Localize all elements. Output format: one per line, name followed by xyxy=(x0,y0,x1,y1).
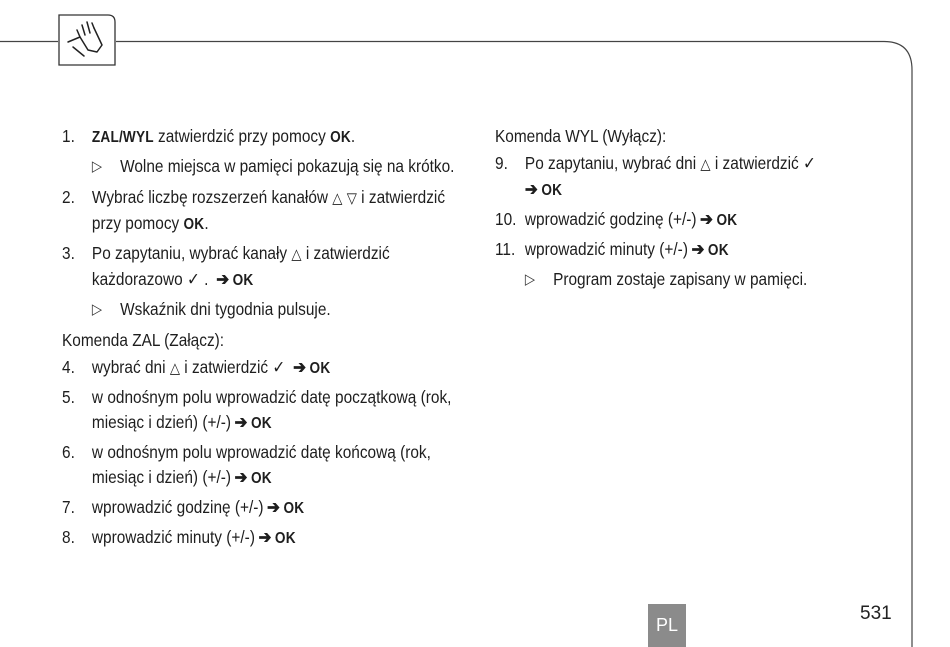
step-number: 3. xyxy=(62,243,75,263)
step-11-result xyxy=(495,267,882,292)
triangle-up-icon: △ xyxy=(291,246,302,263)
ok-key: OK xyxy=(183,216,205,233)
step-text-part: i zatwierdzić xyxy=(179,357,273,377)
step-7 xyxy=(62,495,458,521)
left-column xyxy=(62,124,458,555)
ok-key: OK xyxy=(716,212,738,229)
step-text-part: zatwierdzić przy pomocy xyxy=(153,126,331,146)
page-number: 531 xyxy=(860,603,892,624)
arrow-right-icon: ➔ xyxy=(700,209,713,229)
arrow-right-icon: ➔ xyxy=(216,269,230,289)
step-text xyxy=(92,355,458,381)
step-text xyxy=(92,495,458,521)
zal-wyl-key: ZAL/WYL xyxy=(91,129,154,146)
step-1-result xyxy=(62,154,458,179)
triangle-down-icon: ▽ xyxy=(346,190,357,207)
ok-key: OK xyxy=(250,470,272,487)
step-text-part: Po zapytaniu, wybrać dni xyxy=(524,153,701,173)
step-4 xyxy=(62,355,458,381)
arrow-right-icon: ➔ xyxy=(691,239,705,259)
result-text: Wskaźnik dni tygodnia pulsuje. xyxy=(120,299,331,319)
step-3-result xyxy=(62,297,458,322)
step-number: 8. xyxy=(62,527,75,547)
step-text xyxy=(92,525,458,551)
step-text xyxy=(92,385,458,436)
ok-key: OK xyxy=(250,415,272,432)
language-badge: PL xyxy=(648,604,686,647)
step-text-part: wprowadzić godzinę (+/-) xyxy=(524,209,697,229)
step-text-part: wprowadzić godzinę (+/-) xyxy=(91,497,264,517)
arrow-right-icon: ➔ xyxy=(258,527,272,547)
step-number: 4. xyxy=(62,357,75,377)
triangle-up-icon: △ xyxy=(700,156,711,173)
step-text-part: i zatwierdzić każdorazowo xyxy=(91,243,390,289)
step-text-part: Po zapytaniu, wybrać kanały xyxy=(91,243,292,263)
arrow-right-icon: ➔ xyxy=(524,179,538,199)
ok-key: OK xyxy=(707,242,729,259)
right-column xyxy=(495,124,882,298)
check-icon: ✓ xyxy=(272,357,286,377)
step-6 xyxy=(62,440,458,491)
step-text xyxy=(92,440,458,491)
result-text: Program zostaje zapisany w pamięci. xyxy=(553,269,808,289)
step-11 xyxy=(495,237,882,263)
check-icon: ✓ xyxy=(803,153,816,173)
step-text xyxy=(92,124,458,150)
step-text-part: w odnośnym polu wprowadzić datę początkową (rok, miesiąc i dzień) (+/-) xyxy=(91,387,452,432)
step-text-part: wprowadzić minuty (+/-) xyxy=(524,239,688,259)
step-text-tail: . xyxy=(350,126,356,146)
step-text-part: w odnośnym polu wprowadzić datę końcową (rok, miesiąc i dzień) (+/-) xyxy=(91,442,431,487)
step-1 xyxy=(62,124,458,150)
step-number: 7. xyxy=(62,497,75,517)
section-heading-off: Komenda WYL (Wyłącz): xyxy=(495,126,667,146)
ok-key: OK xyxy=(309,360,331,377)
step-text-tail: . xyxy=(204,213,209,233)
triangle-right-icon: ▷ xyxy=(91,158,103,175)
step-text-part: wprowadzić minuty (+/-) xyxy=(91,527,255,547)
step-text xyxy=(525,237,882,263)
arrow-right-icon: ➔ xyxy=(267,497,280,517)
ok-key: OK xyxy=(274,530,296,547)
step-text xyxy=(525,151,882,203)
step-text-part: wybrać dni xyxy=(91,357,170,377)
section-heading-on: Komenda ZAL (Załącz): xyxy=(62,330,225,350)
step-10 xyxy=(495,207,882,233)
ok-key: OK xyxy=(232,272,254,289)
step-3 xyxy=(62,241,458,293)
triangle-right-icon: ▷ xyxy=(91,301,103,318)
step-number: 11. xyxy=(495,239,516,259)
check-icon: ✓ xyxy=(186,269,200,289)
step-number: 1. xyxy=(62,126,75,146)
result-text: Wolne miejsca w pamięci pokazują się na krótko. xyxy=(120,156,455,176)
step-5 xyxy=(62,385,458,436)
step-number: 2. xyxy=(62,187,75,207)
step-8 xyxy=(62,525,458,551)
hand-pointing-icon xyxy=(58,14,116,66)
arrow-right-icon: ➔ xyxy=(234,412,248,432)
triangle-up-icon: △ xyxy=(169,360,180,377)
step-text-part: Wybrać liczbę rozszerzeń kanałów xyxy=(91,187,333,207)
step-number: 10. xyxy=(495,209,517,229)
step-text xyxy=(525,207,882,233)
ok-key: OK xyxy=(330,129,351,146)
ok-key: OK xyxy=(541,182,563,199)
step-number: 5. xyxy=(62,387,75,407)
step-text-part: i zatwierdzić xyxy=(710,153,803,173)
step-text-part: . xyxy=(199,269,213,289)
step-text xyxy=(92,185,458,237)
step-number: 9. xyxy=(495,153,508,173)
arrow-right-icon: ➔ xyxy=(293,357,307,377)
ok-key: OK xyxy=(283,500,305,517)
step-text xyxy=(92,241,458,293)
step-9 xyxy=(495,151,882,203)
triangle-up-icon: △ xyxy=(332,190,343,207)
step-2 xyxy=(62,185,458,237)
triangle-right-icon: ▷ xyxy=(524,271,536,288)
step-text-part: i zatwierdzić przy pomocy xyxy=(91,187,446,233)
step-number: 6. xyxy=(62,442,75,462)
arrow-right-icon: ➔ xyxy=(234,467,248,487)
